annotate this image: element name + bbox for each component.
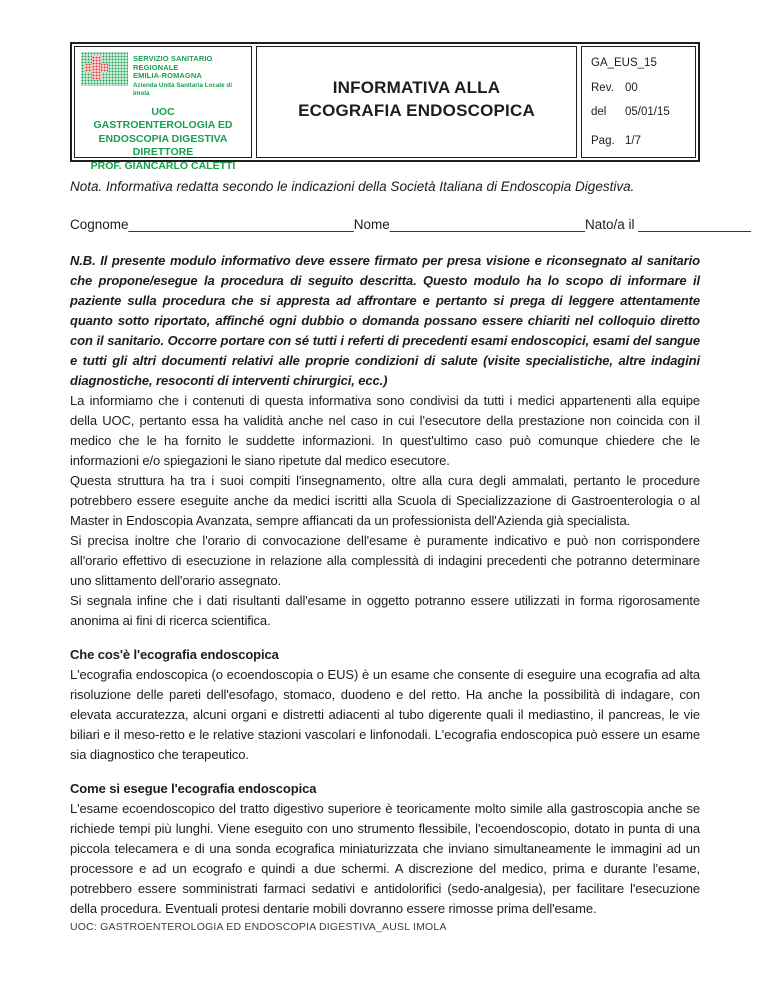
document-code: GA_EUS_15: [591, 57, 657, 69]
revision-value: 00: [625, 82, 638, 94]
header-logo-cell: [74, 46, 252, 172]
body-paragraph-3: Si precisa inoltre che l'orario di convocazione dell'esame è puramente indicativo e può non corrispondere all'orario effettivo di esecuzione in relazione alla complessità di indagini precedenti che potranno determinare uno slittamento dell'orario assegnato.: [70, 533, 700, 588]
patient-form-line: [70, 215, 751, 235]
dept-line-prof: PROF. GIANCARLO CALETTI: [90, 159, 236, 172]
nome-label: Nome: [353, 217, 390, 232]
revision-row: [591, 81, 691, 96]
page-label: Pag.: [591, 135, 615, 147]
nato-blank-line: _______________: [638, 217, 751, 232]
dept-line-endoscopia: ENDOSCOPIA DIGESTIVA: [98, 132, 228, 145]
logo-red-cross-vertical: [92, 56, 101, 80]
cognome-label: Cognome: [70, 217, 129, 232]
document-title: [298, 76, 535, 128]
note-line: Nota. Informativa redatta secondo le indicazioni della Società Italiana di Endoscopia Digestiva.: [70, 179, 635, 194]
date-label: del: [591, 106, 607, 118]
section-body-what-is: L'ecografia endoscopica (o ecoendoscopia o EUS) è un esame che consente di eseguire una ecografia ad alta risoluzione delle pareti dell'esofago, stomaco, duodeno e del retto. Ha anche la possibilità di indagare, con elevata accuratezza, alcuni organi e distretti adiacenti al tubo digerente quali il mediastino, il pancreas, le vie biliari e il meso-retto e le relative stazioni vascolari e linfonodali. L'ecografia endoscopica può essere un esame sia diagnostico che terapeutico.: [70, 667, 700, 762]
date-value: 05/01/15: [625, 106, 670, 118]
dept-line-gastro: GASTROENTEROLOGIA ED: [93, 119, 233, 131]
nome-blank-line: __________________________: [389, 217, 586, 232]
department-block: [81, 106, 245, 174]
revision-label: Rev.: [591, 82, 614, 94]
nato-label: Nato/a il: [585, 217, 639, 232]
body-paragraph-2: Questa struttura ha tra i suoi compiti l'insegnamento, oltre alla cura degli ammalati, pertanto le procedure potrebbero essere eseguite anche da medici iscritti alla Scuola di Specializzazione di Gastroenterologia o al Master in Endoscopia Avanzata, sempre affiancati da un professionista dell'Azienda già specialista.: [70, 473, 700, 528]
document-title-line2: ECOGRAFIA ENDOSCOPICA: [298, 101, 535, 120]
cognome-blank-line: ______________________________: [128, 217, 354, 232]
page-value: 1/7: [625, 135, 641, 147]
logo-org-line1: SERVIZIO SANITARIO REGIONALE: [133, 54, 213, 72]
section-heading-how-performed: Come si esegue l'ecografia endoscopica: [70, 781, 317, 796]
logo-org-line3: Azienda Unità Sanitaria Locale di Imola: [133, 81, 233, 97]
section-body-how-performed: L'esame ecoendoscopico del tratto digestivo superiore è teoricamente molto simile alla gastroscopia anche se richiede tempi più lunghi. Viene eseguito con uno strumento flessibile, l'ecoendoscopio, dotato in punta di una piccola telecamera e di una sonda ecografica miniaturizzata che inviano simultaneamente le immagini ad un processore e ad un ecografo e quindi a due schermi. A discrezione del medico, prima e durante l'esame, potrebbero essere somministrati farmaci sedativi e antidolorifici (sedo-analgesia), per facilitare l'esecuzione della procedura. Eventuali protesi dentarie mobili dovranno essere rimosse prima dell'esame.: [70, 801, 700, 916]
body-paragraph-1: La informiamo che i contenuti di questa informativa sono condivisi da tutti i medici appartenenti alla equipe della UOC, pertanto essa ha validità anche nel caso in cui l'esecutore della prestazione non coincida con il medico che le ha fornito le suddette informazioni. In quest'ultimo caso può comunque chiedere che le informazioni e/o spiegazioni le siano ripetute dal medico esecutore.: [70, 393, 700, 468]
dept-line-uoc: UOC: [151, 105, 175, 118]
page-footer: UOC: GASTROENTEROLOGIA ED ENDOSCOPIA DIGESTIVA_AUSL IMOLA: [70, 921, 447, 933]
document-title-line1: INFORMATIVA ALLA: [332, 78, 501, 97]
logo-text-block: [133, 52, 245, 98]
header-docinfo-cell: [581, 46, 696, 158]
body-paragraph-4: Si segnala infine che i dati risultanti dall'esame in oggetto potranno essere utilizzati in forma rigorosamente anonima ai fini di ricerca scientifica.: [70, 593, 700, 628]
section-heading-what-is: Che cos'è l'ecografia endoscopica: [70, 647, 279, 662]
dept-line-direttore: DIRETTORE: [132, 146, 194, 158]
logo-row: [81, 52, 245, 98]
date-row: [591, 105, 691, 120]
page-number-row: [591, 134, 691, 149]
nb-warning-paragraph: N.B. Il presente modulo informativo deve essere firmato per presa visione e riconsegnato al sanitario che propone/esegue la procedura di seguito descritta. Questo modulo ha lo scopo di informare il paziente sulla procedura che si appresta ad affrontare e pertanto si prega di leggere attentamente quanto sotto riportato, affinché ogni dubbio o domanda possano essere chiariti nel colloquio diretto con il sanitario. Occorre portare con sé tutti i referti di precedenti esami endoscopici, esami del sangue e tutti gli altri documenti relativi alle proprie condizioni di salute (visite specialistiche, altre indagini diagnostiche, resoconti di interventi chirurgici, ecc.): [70, 253, 700, 388]
regional-health-mosaic-cross-icon: [81, 52, 128, 86]
header-title-cell: [256, 46, 577, 158]
logo-org-line2: EMILIA-ROMAGNA: [133, 71, 202, 80]
document-header-table: [70, 42, 700, 172]
